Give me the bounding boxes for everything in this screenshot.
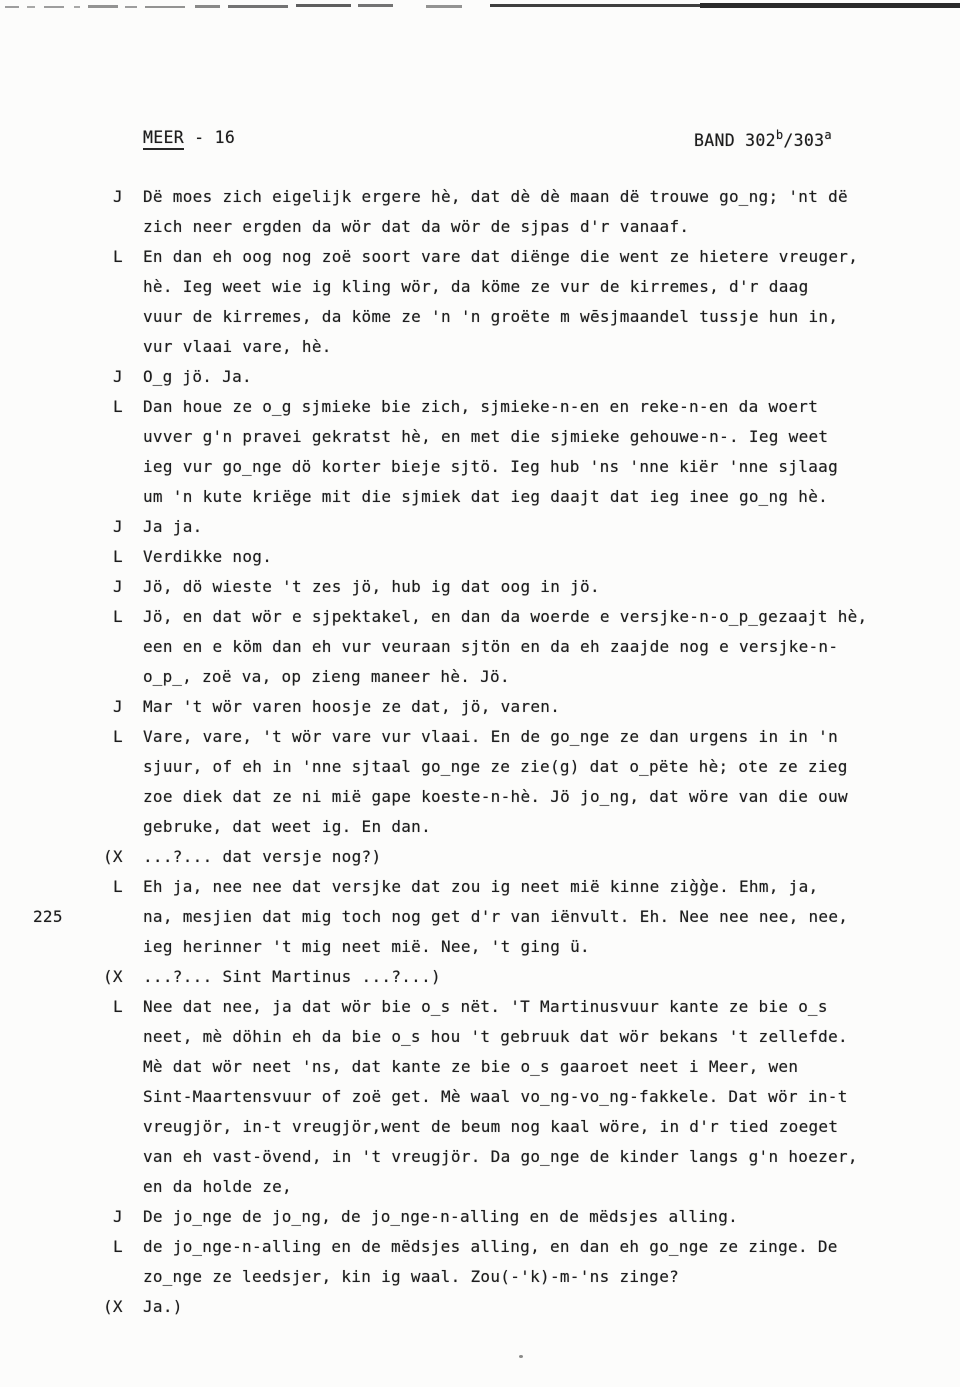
- transcript-line: hè. Ieg weet wie ig kling wör, da köme ze vur de kirremes, d'r daag: [143, 277, 809, 296]
- paragraph: [103, 692, 903, 722]
- scan-artifact: [88, 5, 118, 8]
- paragraph-lines: [143, 1202, 903, 1232]
- scan-artifact: [27, 6, 35, 8]
- transcript-line: Dë moes zich eigelijk ergere hè, dat dè dè maan dë trouwe go̲ng; 'nt dë: [143, 187, 848, 206]
- speaker-label: L: [113, 247, 123, 266]
- paragraph-lines: [143, 722, 903, 842]
- speaker-label: (X: [103, 1297, 123, 1316]
- speaker-label: (X: [103, 847, 123, 866]
- speaker-label: (X: [103, 967, 123, 986]
- transcript-line: Vare, vare, 't wör vare vur vlaai. En de go̲nge ze dan urgens in in 'n: [143, 727, 838, 746]
- paragraph: [103, 362, 903, 392]
- transcript-line: Ja ja.: [143, 517, 203, 536]
- scan-artifact: [125, 6, 137, 8]
- transcript-line: de jo̲nge-n-alling en de mëdsjes alling, en dan eh go̲nge ze zinge. De: [143, 1237, 838, 1256]
- paragraph-lines: [143, 992, 903, 1202]
- transcript-line: zo̲nge ze leedsjer, kin ig waal. Zou(-'k)-m-'ns zinge?: [143, 1267, 680, 1286]
- band-reference: [694, 128, 832, 150]
- transcript-line: vuur de kirremes, da köme ze 'n 'n groëte m wēsjmaandel tussje hun in,: [143, 307, 839, 326]
- transcript-line: van eh vast-övend, in 't vreugjör. Da go̲nge de kinder langs g'n hoezer,: [143, 1147, 858, 1166]
- speaker-label: L: [113, 727, 123, 746]
- speaker-label: J: [113, 187, 123, 206]
- speaker-label: L: [113, 547, 123, 566]
- scan-artifact: [74, 6, 80, 8]
- paragraph-lines: [143, 1232, 903, 1292]
- scan-artifact: [228, 5, 288, 8]
- transcript-line: o̲p̲, zoë va, op zieng maneer hè. Jö.: [143, 667, 510, 686]
- transcript-line: Dan houe ze o̲g sjmieke bie zich, sjmieke-n-en en reke-n-en da woert: [143, 397, 819, 416]
- paragraph: [103, 602, 903, 692]
- paragraph-lines: [143, 182, 903, 242]
- speaker-label: J: [113, 517, 123, 536]
- paragraph: [103, 872, 903, 962]
- paragraph: [103, 842, 903, 872]
- transcript-line: uvver g'n pravei gekratst hè, en met die sjmieke gehouwe-n-. Ieg weet: [143, 427, 829, 446]
- paragraph: [103, 1232, 903, 1292]
- speaker-label: J: [113, 1207, 123, 1226]
- paragraph-lines: [143, 962, 903, 992]
- transcript-line: Ja.): [143, 1297, 183, 1316]
- paragraph: [103, 962, 903, 992]
- line-number-margin: 225: [33, 907, 63, 926]
- transcript: [103, 182, 903, 1322]
- paragraph: [103, 392, 903, 512]
- scan-artifact: [44, 6, 64, 8]
- paragraph-lines: [143, 512, 903, 542]
- paragraph-lines: [143, 392, 903, 512]
- transcript-line: Mar 't wör varen hoosje ze dat, jö, varen.: [143, 697, 561, 716]
- transcript-line: De jo̲nge de jo̲ng, de jo̲nge-n-alling en de mëdsjes alling.: [143, 1207, 739, 1226]
- scan-artifact: [426, 5, 462, 8]
- paragraph-lines: [143, 242, 903, 362]
- speaker-label: L: [113, 1237, 123, 1256]
- paragraph-lines: [143, 542, 903, 572]
- paragraph-lines: [143, 1292, 903, 1322]
- scan-artifact: [5, 6, 19, 8]
- transcript-line: O̲g jö. Ja.: [143, 367, 252, 386]
- transcript-line: En dan eh oog nog zoë soort vare dat diënge die went ze hietere vreuger,: [143, 247, 859, 266]
- transcript-line: zoe diek dat ze ni mië gape koeste-n-hè. Jö jo̲ng, dat wöre van die ouw: [143, 787, 848, 806]
- transcript-line: ieg herinner 't mig neet mië. Nee, 't ging ü.: [143, 937, 590, 956]
- speaker-label: J: [113, 367, 123, 386]
- paragraph: [103, 1202, 903, 1232]
- paragraph: [103, 512, 903, 542]
- transcript-line: na, mesjien dat mig toch nog get d'r van iënvult. Eh. Nee nee nee, nee,: [143, 907, 849, 926]
- speaker-label: L: [113, 877, 123, 896]
- transcript-line: um 'n kute kriëge mit die sjmiek dat ieg daajt dat ieg inee go̲ng hè.: [143, 487, 829, 506]
- speaker-label: J: [113, 697, 123, 716]
- transcript-line: sjuur, of eh in 'nne sjtaal go̲nge ze zie(g) dat o̲pëte hè; ote ze zieg: [143, 757, 848, 776]
- page-header-left: [143, 128, 235, 147]
- speaker-label: L: [113, 397, 123, 416]
- paragraph-lines: [143, 842, 903, 872]
- paragraph: [103, 542, 903, 572]
- transcript-line: zich neer ergden da wör dat da wör de sjpas d'r vanaaf.: [143, 217, 690, 236]
- speaker-label: J: [113, 577, 123, 596]
- paragraph: [103, 182, 903, 242]
- speaker-label: L: [113, 997, 123, 1016]
- transcript-line: Mè dat wör neet 'ns, dat kante ze bie o̲s gaaroet neet i Meer, wen: [143, 1057, 799, 1076]
- transcript-line: Jö, en dat wör e sjpektakel, en dan da woerde e versjke-n-o̲p̲gezaajt hè,: [143, 607, 868, 626]
- paragraph-lines: [143, 602, 903, 692]
- transcript-line: Sint-Maartensvuur of zoë get. Mè waal vo̲ng-vo̲ng-fakkele. Dat wör in-t: [143, 1087, 848, 1106]
- paragraph: [103, 242, 903, 362]
- band-mid: /303: [783, 131, 825, 150]
- scan-speck: [519, 1355, 523, 1358]
- transcript-line: en da holde ze,: [143, 1177, 292, 1196]
- document-code-suffix: - 16: [183, 128, 236, 147]
- paragraph-lines: [143, 692, 903, 722]
- paragraph: [103, 572, 903, 602]
- transcript-line: neet, mè döhin eh da bie o̲s hou 't gebruuk dat wör bekans 't zellefde.: [143, 1027, 848, 1046]
- transcript-line: ...?... Sint Martinus ...?...): [143, 967, 441, 986]
- speaker-label: L: [113, 607, 123, 626]
- paragraph-lines: [143, 872, 903, 962]
- transcript-line: gebruke, dat weet ig. En dan.: [143, 817, 432, 836]
- transcript-line: Nee dat nee, ja dat wör bie o̲s nët. 'T Martinusvuur kante ze bie o̲s: [143, 997, 828, 1016]
- transcript-line: vreugjör, in-t vreugjör,went de beum nog kaal wöre, in d'r tied zoeget: [143, 1117, 839, 1136]
- transcript-line: ieg vur go̲nge dö korter bieje sjtö. Ieg hub 'ns 'nne kiër 'nne sjlaag: [143, 457, 838, 476]
- scan-artifact: [145, 6, 185, 8]
- transcript-line: een en e köm dan eh vur veuraan sjtön en da eh zaajde nog e versjke-n-: [143, 637, 839, 656]
- transcript-line: Eh ja, nee nee dat versjke dat zou ig neet mië kinne zig̀g̀e. Ehm, ja,: [143, 877, 819, 896]
- band-superscript-a: a: [824, 128, 832, 142]
- band-superscript-b: b: [775, 128, 784, 142]
- scan-artifact: [195, 5, 220, 8]
- scan-artifact: [358, 4, 393, 7]
- document-code: MEER: [143, 128, 184, 150]
- paragraph: [103, 1292, 903, 1322]
- transcript-line: Verdikke nog.: [143, 547, 273, 566]
- paragraph-lines: [143, 362, 903, 392]
- scan-artifact: [296, 4, 351, 7]
- paragraph: [103, 992, 903, 1202]
- transcript-line: Jö, dö wieste 't zes jö, hub ig dat oog in jö.: [143, 577, 600, 596]
- scan-artifact: [700, 3, 960, 8]
- paragraph: [103, 722, 903, 842]
- band-prefix: BAND 302: [694, 131, 776, 150]
- transcript-line: vur vlaai vare, hè.: [143, 337, 332, 356]
- transcript-line: ...?... dat versje nog?): [143, 847, 382, 866]
- paragraph-lines: [143, 572, 903, 602]
